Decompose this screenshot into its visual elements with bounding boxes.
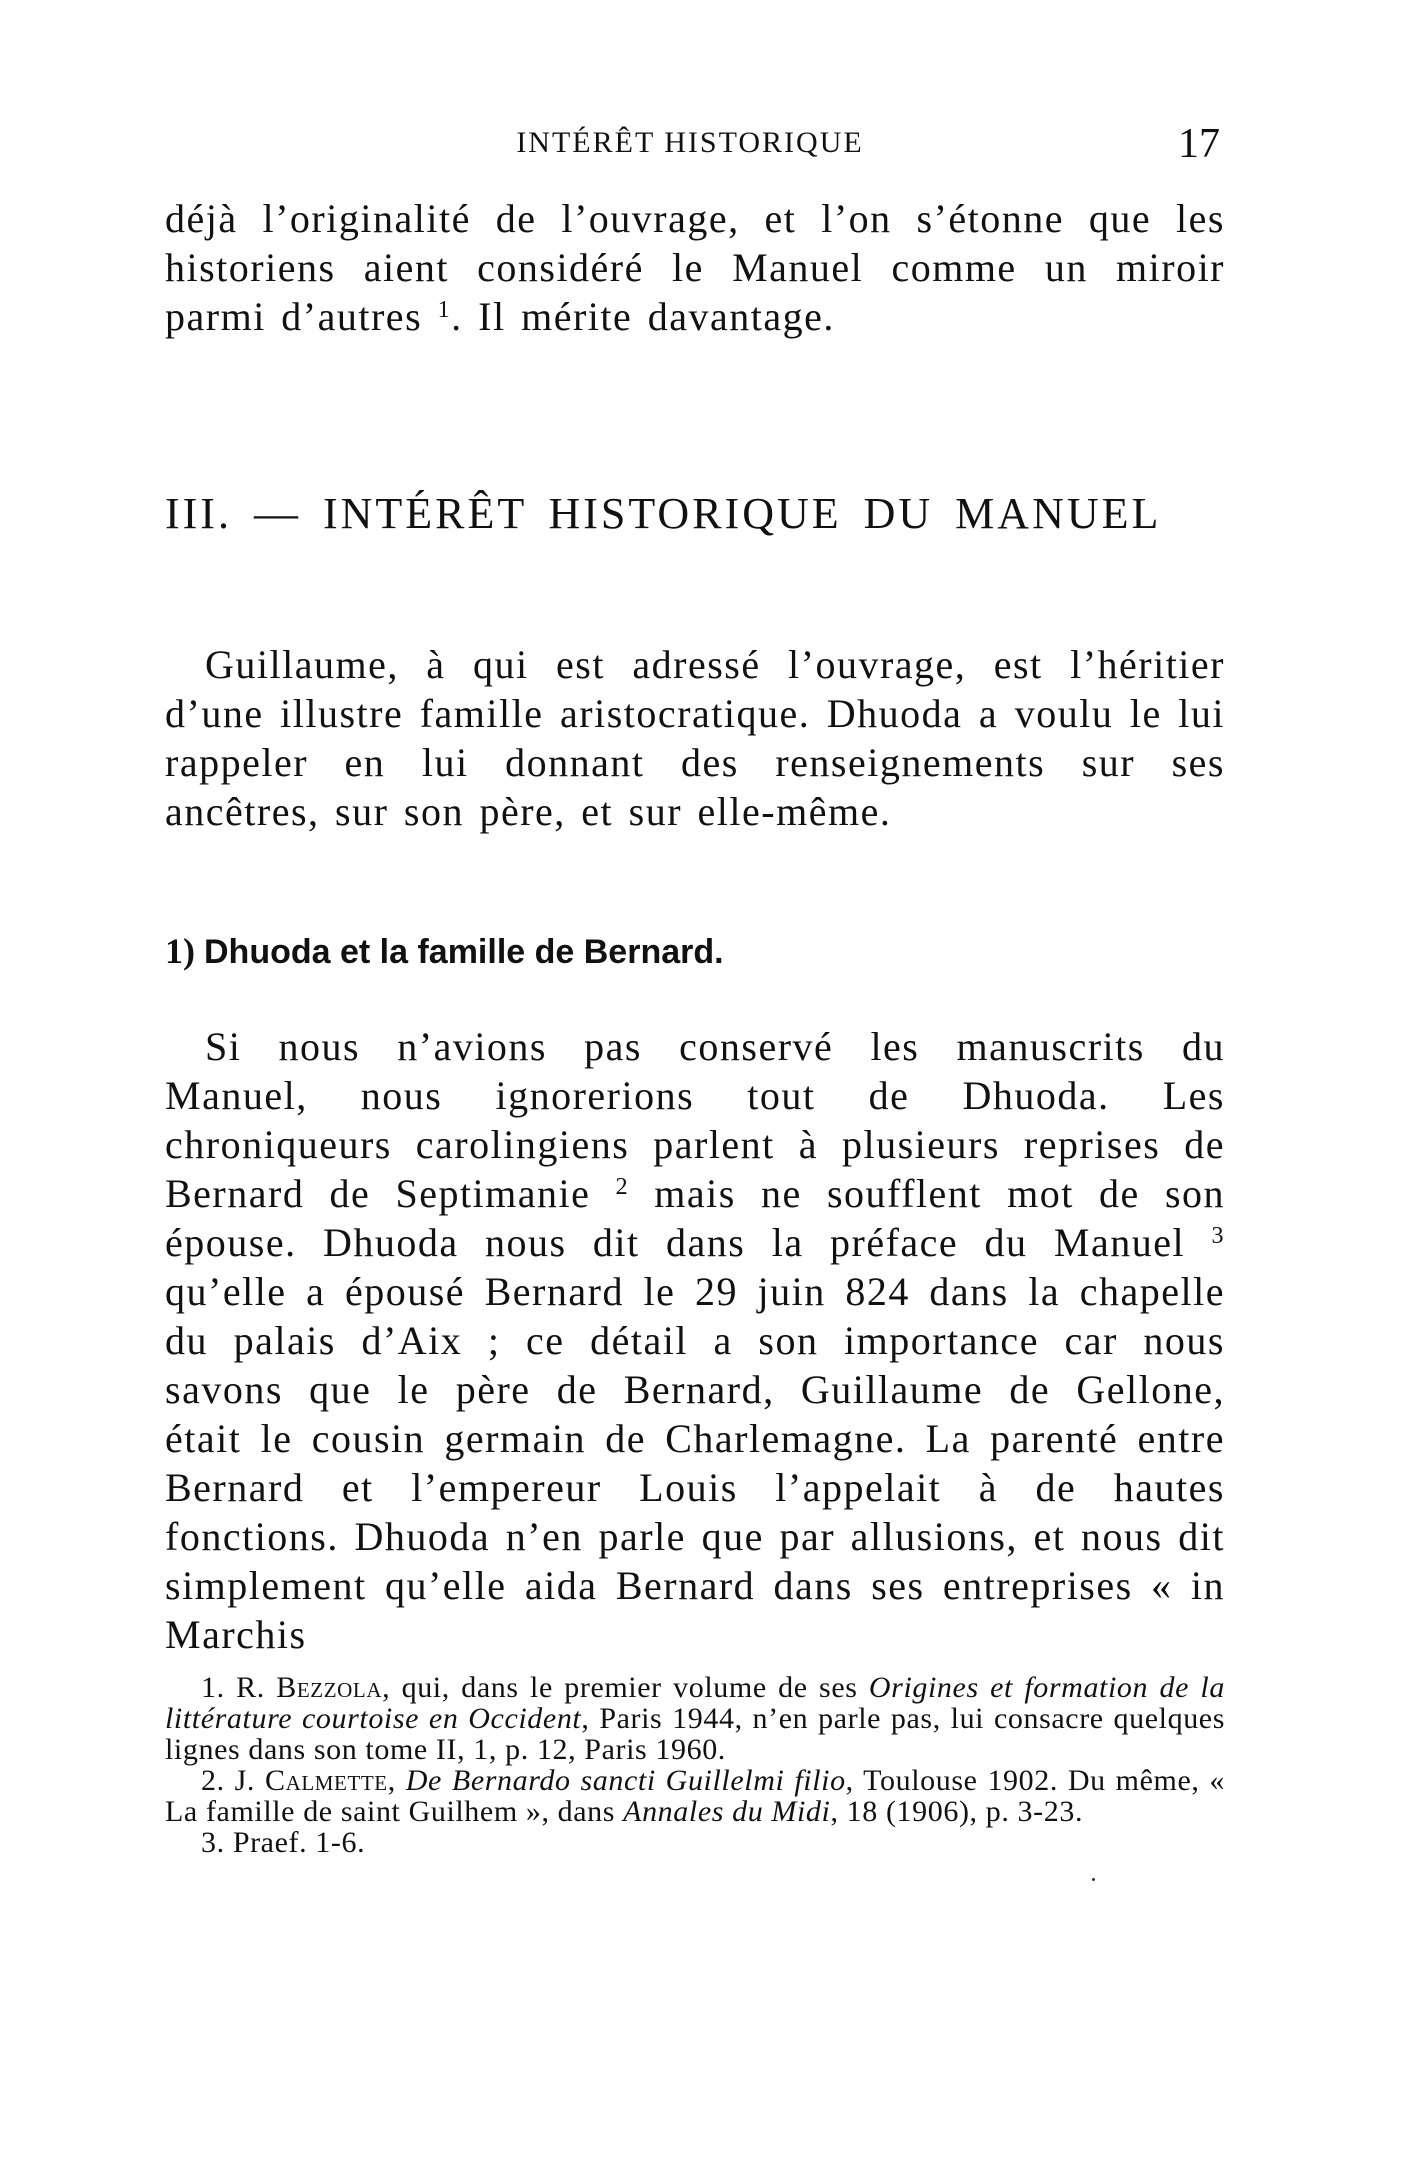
footnote-1-title: Origines et formation de la littérature courtoise en Occident	[165, 1671, 1225, 1735]
running-title: INTÉRÊT HISTORIQUE	[516, 126, 864, 159]
subheading-title: Dhuoda et la famille de Bernard.	[204, 933, 724, 971]
footnote-2-text-a: ,	[387, 1764, 406, 1797]
footnote-ref-2: 2	[615, 1173, 630, 1200]
print-speck	[1092, 1878, 1095, 1881]
footnote-2-title: De Bernardo sancti Guillelmi filio	[405, 1764, 846, 1797]
footnote-2-author-initial: J.	[234, 1764, 256, 1797]
footnote-2-text-b: , Toulouse 1902. Du même, « La famille de saint Guilhem », dans	[165, 1764, 1225, 1828]
footnote-1-author: Bezzola	[276, 1671, 383, 1704]
page-number: 17	[1178, 121, 1220, 167]
main-text-3: qu’elle a épousé Bernard le 29 juin 824 dans la chapelle du palais d’Aix ; ce détail a son importance car nous savons que le père de Bernard, Guillaume de Gellone, était le cousin germain de Charlemagne. La parenté entre Bernard et l’empereur Louis l’appelait à de hautes fonctions. Dhuoda n’en parle que par allusions, et nous dit simplement qu’elle aida Bernard dans ses entreprises « in Marchis	[165, 1269, 1225, 1657]
footnote-1-author-initial: R.	[236, 1671, 265, 1704]
intro-paragraph	[165, 194, 1225, 341]
footnote-2-journal: Annales du Midi	[623, 1795, 831, 1828]
intro-text-end: . Il mérite davantage.	[451, 294, 835, 339]
footnote-3-text: Praef. 1-6.	[232, 1826, 366, 1859]
footnote-1	[165, 1672, 1225, 1765]
footnote-ref-3: 3	[1211, 1222, 1225, 1249]
section-paragraph: Guillaume, à qui est adressé l’ouvrage, est l’héritier d’une illustre famille aristocratique. Dhuoda a voulu le lui rappeler en lui donnant des renseignements sur ses ancêtres, sur son père, et sur elle-même.	[165, 642, 1225, 834]
footnote-1-text-b: , Paris 1944, n’en parle pas, lui consacre quelques lignes dans son tome II, 1, p. 12, Paris 1960.	[165, 1702, 1225, 1766]
running-header	[160, 120, 1220, 176]
footnote-1-text-a: , qui, dans le premier volume de ses	[382, 1671, 869, 1704]
footnotes	[165, 1672, 1225, 1858]
footnote-3	[165, 1827, 1225, 1858]
footnote-2-marker: 2.	[201, 1764, 225, 1797]
main-text-2: mais ne soufflent mot de son épouse. Dhuoda nous dit dans la préface du Manuel	[165, 1171, 1226, 1265]
footnote-2-text-c: , 18 (1906), p. 3-23.	[830, 1795, 1084, 1828]
footnote-3-marker: 3.	[201, 1826, 225, 1859]
main-paragraph	[165, 1022, 1225, 1659]
subheading	[165, 930, 1225, 972]
subheading-number: 1)	[165, 931, 195, 971]
footnote-1-marker: 1.	[201, 1671, 225, 1704]
section-heading: III. — INTÉRÊT HISTORIQUE DU MANUEL	[165, 489, 1162, 538]
footnote-2-author: Calmette	[264, 1764, 388, 1797]
footnote-ref-1: 1	[437, 296, 452, 323]
footnote-2	[165, 1765, 1225, 1827]
intro-text: déjà l’originalité de l’ouvrage, et l’on s’étonne que les historiens aient considéré le Manuel comme un miroir parmi d’autres	[165, 196, 1225, 339]
main-text-1: Si nous n’avions pas conservé les manuscrits du Manuel, nous ignorerions tout de Dhuoda. Les chroniqueurs carolingiens parlent à plusieurs reprises de Bernard de Septimanie	[165, 1024, 1225, 1216]
